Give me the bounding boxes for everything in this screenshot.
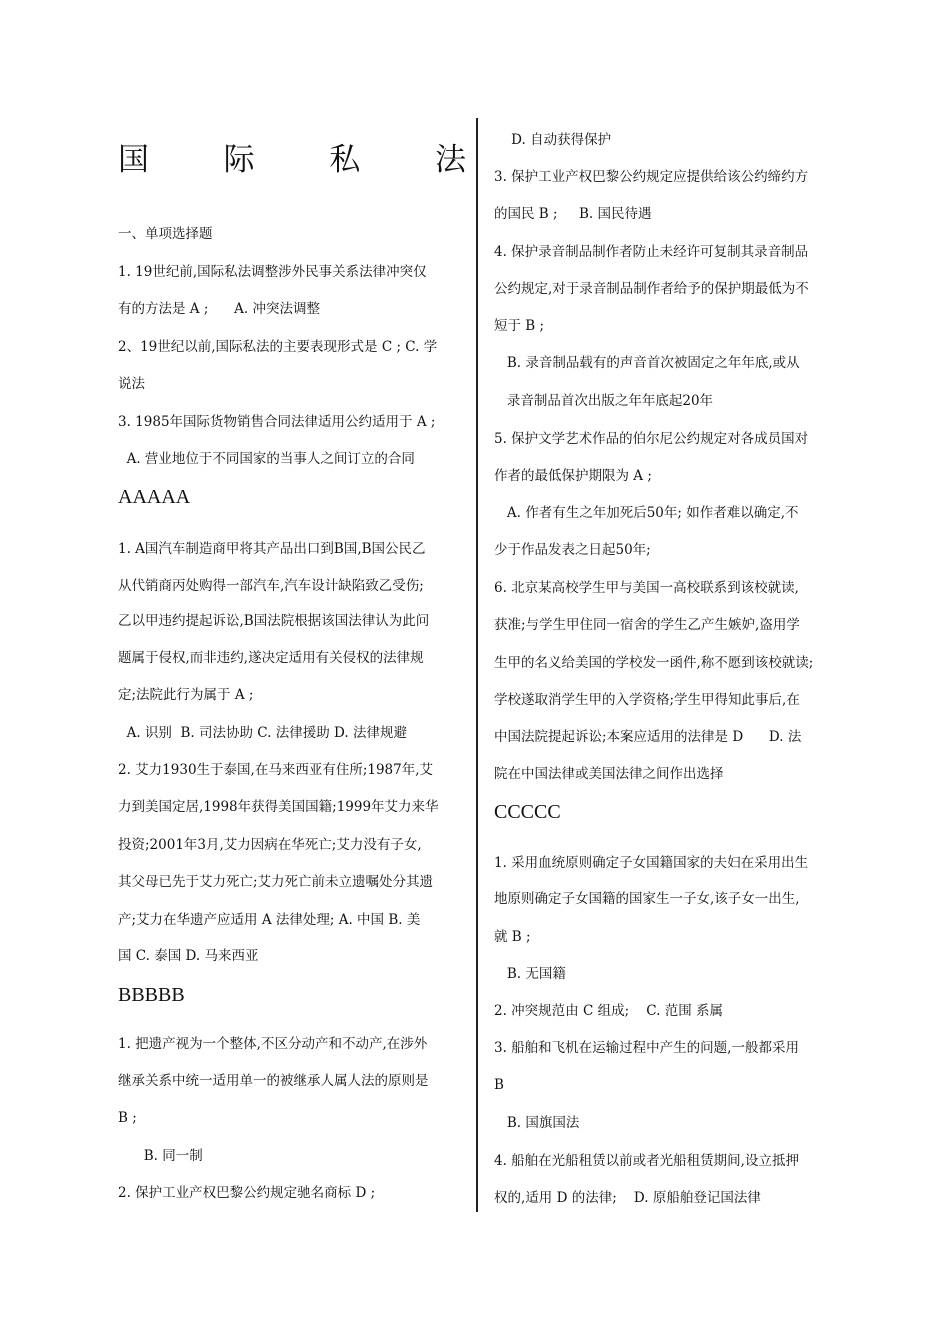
text-line: 题属于侵权,而非违约,遂决定适用有关侵权的法律规 (118, 650, 424, 666)
text-line: 中国法院提起诉讼;本案应适用的法律是 D D. 法 (494, 729, 802, 745)
text-line: 投资;2001年3月,艾力因病在华死亡;艾力没有子女, (118, 837, 422, 853)
text-line: 继承关系中统一适用单一的被继承人属人法的原则是 (118, 1073, 429, 1089)
text-line: 学校遂取消学生甲的入学资格;学生甲得知此事后,在 (494, 692, 800, 708)
text-line: 4. 保护录音制品制作者防止未经许可复制其录音制品 (494, 244, 809, 260)
section-heading: BBBBB (118, 984, 185, 1006)
text-line: 院在中国法律或美国法律之间作出选择 (494, 766, 724, 782)
text-line: 6. 北京某高校学生甲与美国一高校联系到该校就读, (494, 580, 799, 596)
text-line: 2. 保护工业产权巴黎公约规定驰名商标 D ; (118, 1185, 376, 1201)
section-heading: AAAAA (118, 486, 191, 508)
text-line: B. 录音制品载有的声音首次被固定之年年底,或从 (494, 355, 800, 371)
text-line: A. 营业地位于不同国家的当事人之间订立的合同 (118, 451, 415, 467)
text-line: 公约规定,对于录音制品制作者给予的保护期最低为不 (494, 281, 809, 297)
text-line: 少于作品发表之日起50年; (494, 542, 651, 558)
text-line: 从代销商丙处购得一部汽车,汽车设计缺陷致乙受伤; (118, 578, 424, 594)
text-line: 生甲的名义给美国的学校发一函件,称不愿到该校就读; (494, 655, 814, 671)
text-line: A. 作者有生之年加死后50年; 如作者难以确定,不 (494, 505, 799, 521)
text-line: 就 B ; (494, 929, 531, 945)
column-divider (476, 118, 478, 1212)
text-line: 短于 B ; (494, 318, 545, 334)
text-line: 1. 19世纪前,国际私法调整涉外民事关系法律冲突仅 (118, 264, 427, 280)
text-line: 产;艾力在华遗产应适用 A 法律处理; A. 中国 B. 美 (118, 912, 421, 928)
title-char: 私 (329, 142, 361, 178)
text-line: 2. 冲突规范由 C 组成; C. 范围 系属 (494, 1003, 724, 1019)
text-line: 1. 把遗产视为一个整体,不区分动产和不动产,在涉外 (118, 1036, 428, 1052)
text-line: 4. 船舶在光船租赁以前或者光船租赁期间,设立抵押 (494, 1153, 799, 1169)
text-line: 获准;与学生甲住同一宿舍的学生乙产生嫉妒,盗用学 (494, 617, 800, 633)
text-line: 地原则确定子女国籍的国家生一子女,该子女一出生, (494, 891, 800, 907)
section-heading: CCCCC (494, 801, 561, 823)
text-line: D. 自动获得保护 (494, 132, 612, 148)
text-line: 3. 保护工业产权巴黎公约规定应提供给该公约缔约方 (494, 169, 809, 185)
text-line: A. 识别 B. 司法协助 C. 法律援助 D. 法律规避 (118, 725, 407, 741)
text-line: 其父母已先于艾力死亡;艾力死亡前未立遗嘱处分其遗 (118, 874, 434, 890)
text-line: 3. 船舶和飞机在运输过程中产生的问题,一般都采用 (494, 1040, 799, 1056)
text-line: 录音制品首次出版之年年底起20年 (494, 393, 714, 409)
title-char: 国 (118, 142, 149, 178)
text-line: 力到美国定居,1998年获得美国国籍;1999年艾力来华 (118, 799, 439, 815)
text-line: 权的,适用 D 的法律; D. 原船舶登记国法律 (494, 1190, 761, 1206)
text-line: 国 C. 泰国 D. 马来西亚 (118, 948, 259, 964)
text-line: B ; (118, 1110, 137, 1126)
text-line: B (494, 1077, 504, 1093)
text-line: B. 国旗国法 (494, 1115, 580, 1131)
text-line: B. 无国籍 (494, 966, 566, 982)
text-line: 定;法院此行为属于 A ; (118, 687, 254, 703)
document-title (118, 134, 466, 180)
text-line: 5. 保护文学艺术作品的伯尔尼公约规定对各成员国对 (494, 431, 809, 447)
text-line: 3. 1985年国际货物销售合同法律适用公约适用于 A ; (118, 414, 436, 430)
text-line: 的国民 B ; B. 国民待遇 (494, 206, 652, 222)
text-line: 2、19世纪以前,国际私法的主要表现形式是 C ; C. 学 (118, 339, 438, 355)
text-line: B. 同一制 (118, 1148, 203, 1164)
text-line: 一、单项选择题 (118, 226, 213, 242)
text-line: 说法 (118, 376, 145, 392)
title-char: 际 (223, 142, 255, 178)
text-line: 1. A国汽车制造商甲将其产品出口到B国,B国公民乙 (118, 541, 426, 557)
text-line: 作者的最低保护期限为 A ; (494, 468, 652, 484)
text-line: 1. 采用血统原则确定子女国籍国家的夫妇在采用出生 (494, 855, 809, 871)
title-char: 法 (434, 142, 466, 178)
text-line: 有的方法是 A ; A. 冲突法调整 (118, 301, 320, 317)
text-line: 2. 艾力1930生于泰国,在马来西亚有住所;1987年,艾 (118, 762, 434, 778)
text-line: 乙以甲违约提起诉讼,B国法院根据该国法律认为此问 (118, 613, 430, 629)
